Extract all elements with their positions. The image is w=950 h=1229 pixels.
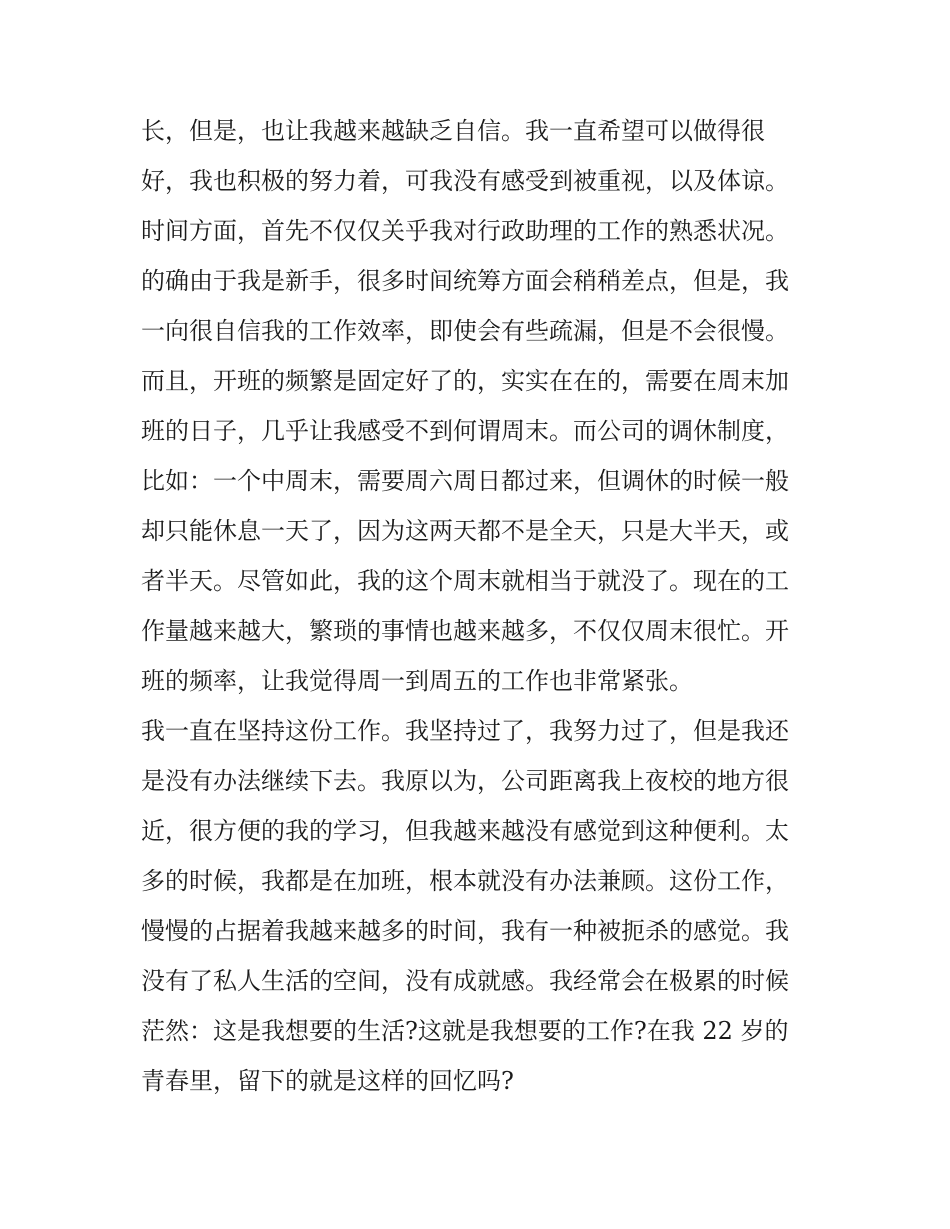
document-body: [141, 106, 821, 1106]
text-line: 茫然：这是我想要的生活?这就是我想要的工作?在我 22 岁的: [141, 1017, 789, 1045]
text-line: 者半天。尽管如此，我的这个周末就相当于就没了。现在的工: [141, 567, 789, 595]
paragraph-1: [141, 106, 821, 706]
text-line: 好，我也积极的努力着，可我没有感受到被重视，以及体谅。: [141, 167, 789, 195]
text-line: 时间方面，首先不仅仅关乎我对行政助理的工作的熟悉状况。: [141, 217, 789, 245]
paragraph-2: [141, 706, 821, 1106]
text-line: 长，但是，也让我越来越缺乏自信。我一直希望可以做得很: [141, 117, 765, 145]
text-line: 青春里，留下的就是这样的回忆吗?: [141, 1067, 514, 1095]
text-line: 是没有办法继续下去。我原以为，公司距离我上夜校的地方很: [141, 767, 789, 795]
text-line: 慢慢的占据着我越来越多的时间，我有一种被扼杀的感觉。我: [141, 917, 789, 945]
text-line: 没有了私人生活的空间，没有成就感。我经常会在极累的时候: [141, 967, 789, 995]
text-line: 我一直在坚持这份工作。我坚持过了，我努力过了，但是我还: [141, 717, 789, 745]
text-line: 比如：一个中周末，需要周六周日都过来，但调休的时候一般: [141, 467, 789, 495]
text-line: 一向很自信我的工作效率，即使会有些疏漏，但是不会很慢。: [141, 317, 789, 345]
text-line: 而且，开班的频繁是固定好了的，实实在在的，需要在周末加: [141, 367, 789, 395]
text-line: 近，很方便的我的学习，但我越来越没有感觉到这种便利。太: [141, 817, 789, 845]
text-line: 班的日子，几乎让我感受不到何谓周末。而公司的调休制度，: [141, 417, 789, 445]
text-line: 却只能休息一天了，因为这两天都不是全天，只是大半天，或: [141, 517, 789, 545]
text-line: 多的时候，我都是在加班，根本就没有办法兼顾。这份工作，: [141, 867, 789, 895]
text-line: 作量越来越大，繁琐的事情也越来越多，不仅仅周末很忙。开: [141, 617, 789, 645]
text-line: 班的频率，让我觉得周一到周五的工作也非常紧张。: [141, 667, 693, 695]
text-line: 的确由于我是新手，很多时间统筹方面会稍稍差点，但是，我: [141, 267, 789, 295]
